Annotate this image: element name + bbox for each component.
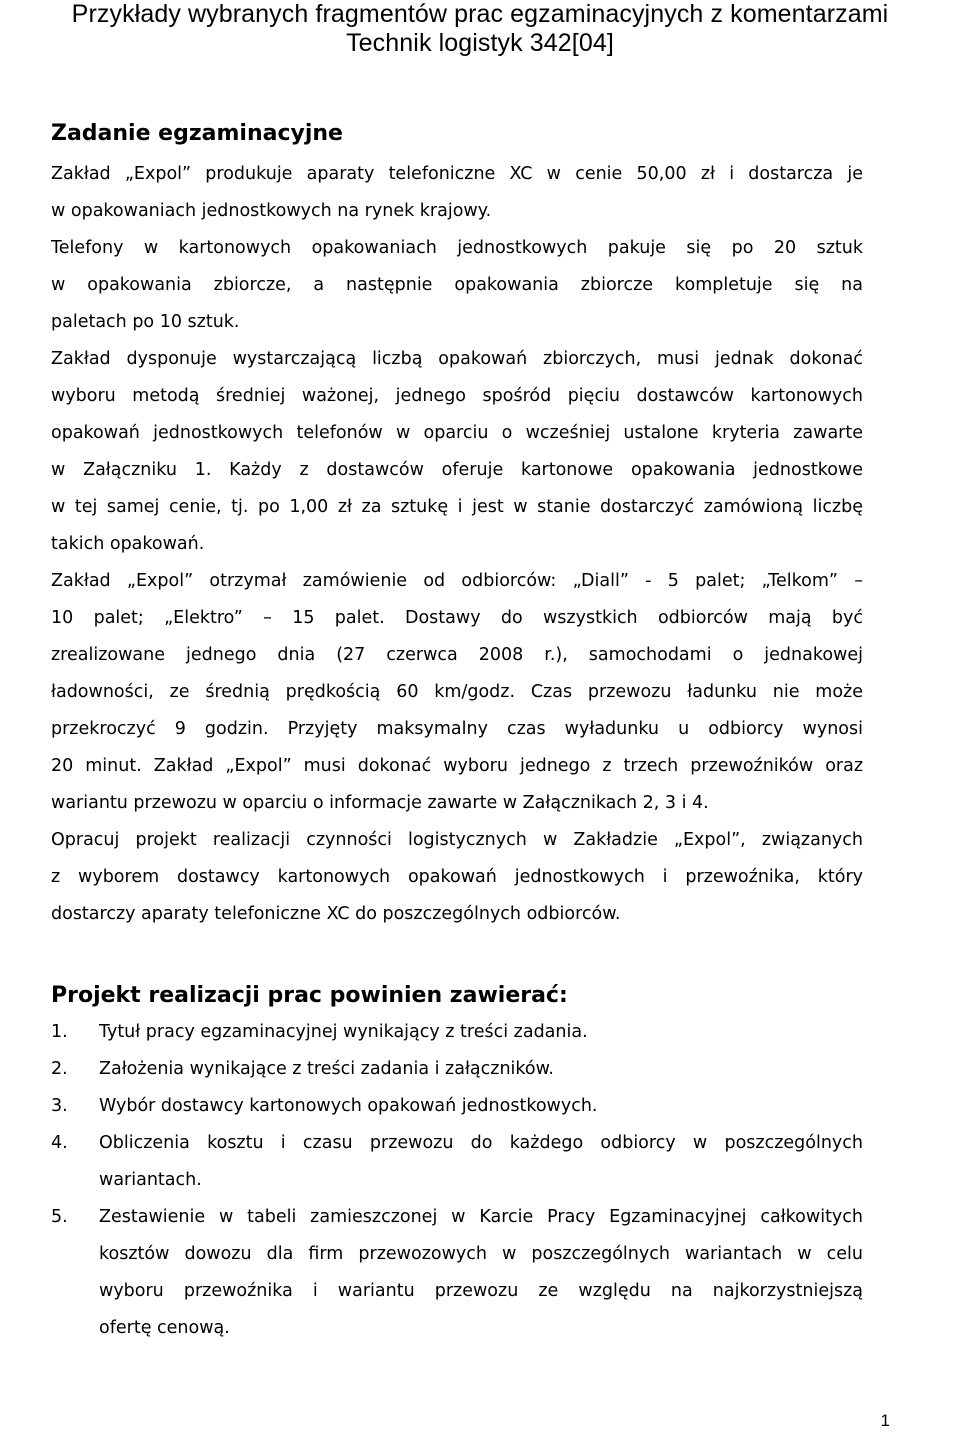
header-title: Przykłady wybranych fragmentów prac egzaminacyjnych z komentarzami [71,0,889,28]
project-section [51,980,863,1347]
text-line: Telefony w kartonowych opakowaniach jednostkowych pakuje się po 20 sztuk [51,238,863,258]
list-item-number: 4. [51,1133,68,1153]
task-paragraph [51,563,863,822]
task-heading: Zadanie egzaminacyjne [51,121,343,146]
task-paragraph [51,230,863,341]
text-line: wariantu przewozu w oparciu o informacje zawarte w Załącznikach 2, 3 i 4. [51,793,709,813]
task-body [51,156,863,933]
list-item [51,1088,863,1125]
document-header [0,0,960,58]
text-line: paletach po 10 sztuk. [51,312,240,332]
list-item-number: 5. [51,1207,68,1227]
text-line: Opracuj projekt realizacji czynności logistycznych w Zakładzie „Expol”, związanych [51,830,863,850]
task-section [51,118,863,933]
list-item [51,1199,863,1347]
task-paragraph [51,156,863,230]
text-line: zrealizowane jednego dnia (27 czerwca 2008 r.), samochodami o jednakowej [51,645,863,665]
list-item [51,1014,863,1051]
list-item-number: 3. [51,1096,68,1116]
text-line: z wyborem dostawcy kartonowych opakowań jednostkowych i przewoźnika, który [51,867,863,887]
page-number: 1 [880,1411,890,1430]
list-item-text: Zestawienie w tabeli zamieszczonej w Karcie Pracy Egzaminacyjnej całkowitych [99,1207,863,1227]
list-item-text: Wybór dostawcy kartonowych opakowań jednostkowych. [99,1096,598,1116]
text-line: w opakowaniach jednostkowych na rynek krajowy. [51,201,492,221]
list-item [51,1125,863,1199]
text-line: 20 minut. Zakład „Expol” musi dokonać wyboru jednego z trzech przewoźników oraz [51,756,863,776]
list-item-text: wariantach. [99,1170,202,1190]
list-item-text: Założenia wynikające z treści zadania i załączników. [99,1059,554,1079]
text-line: Zakład dysponuje wystarczającą liczbą opakowań zbiorczych, musi jednak dokonać [51,349,863,369]
text-line: Zakład „Expol” produkuje aparaty telefoniczne XC w cenie 50,00 zł i dostarcza je [51,164,863,184]
text-line: w opakowania zbiorcze, a następnie opakowania zbiorcze kompletuje się na [51,275,863,295]
project-requirements-list [51,1014,863,1347]
text-line: 10 palet; „Elektro” – 15 palet. Dostawy do wszystkich odbiorców mają być [51,608,863,628]
project-heading: Projekt realizacji prac powinien zawierać: [51,983,568,1008]
text-line: takich opakowań. [51,534,205,554]
list-item-text: ofertę cenową. [99,1318,230,1338]
task-paragraph [51,822,863,933]
list-item [51,1051,863,1088]
text-line: opakowań jednostkowych telefonów w oparciu o wcześniej ustalone kryteria zawarte [51,423,863,443]
list-item-text: Tytuł pracy egzaminacyjnej wynikający z treści zadania. [99,1022,588,1042]
list-item-text: wyboru przewoźnika i wariantu przewozu ze względu na najkorzystniejszą [99,1281,863,1301]
list-item-text: kosztów dowozu dla firm przewozowych w poszczególnych wariantach w celu [99,1244,863,1264]
list-item-number: 1. [51,1022,68,1042]
header-subtitle: Technik logistyk 342[04] [346,29,614,57]
text-line: w Załączniku 1. Każdy z dostawców oferuje kartonowe opakowania jednostkowe [51,460,863,480]
text-line: ładowności, ze średnią prędkością 60 km/godz. Czas przewozu ładunku nie może [51,682,863,702]
text-line: przekroczyć 9 godzin. Przyjęty maksymalny czas wyładunku u odbiorcy wynosi [51,719,863,739]
text-line: w tej samej cenie, tj. po 1,00 zł za sztukę i jest w stanie dostarczyć zamówioną liczbę [51,497,863,517]
list-item-text: Obliczenia kosztu i czasu przewozu do każdego odbiorcy w poszczególnych [99,1133,863,1153]
text-line: wyboru metodą średniej ważonej, jednego spośród pięciu dostawców kartonowych [51,386,863,406]
text-line: Zakład „Expol” otrzymał zamówienie od odbiorców: „Diall” - 5 palet; „Telkom” – [51,571,863,591]
task-paragraph [51,341,863,563]
text-line: dostarczy aparaty telefoniczne XC do poszczególnych odbiorców. [51,904,621,924]
list-item-number: 2. [51,1059,68,1079]
